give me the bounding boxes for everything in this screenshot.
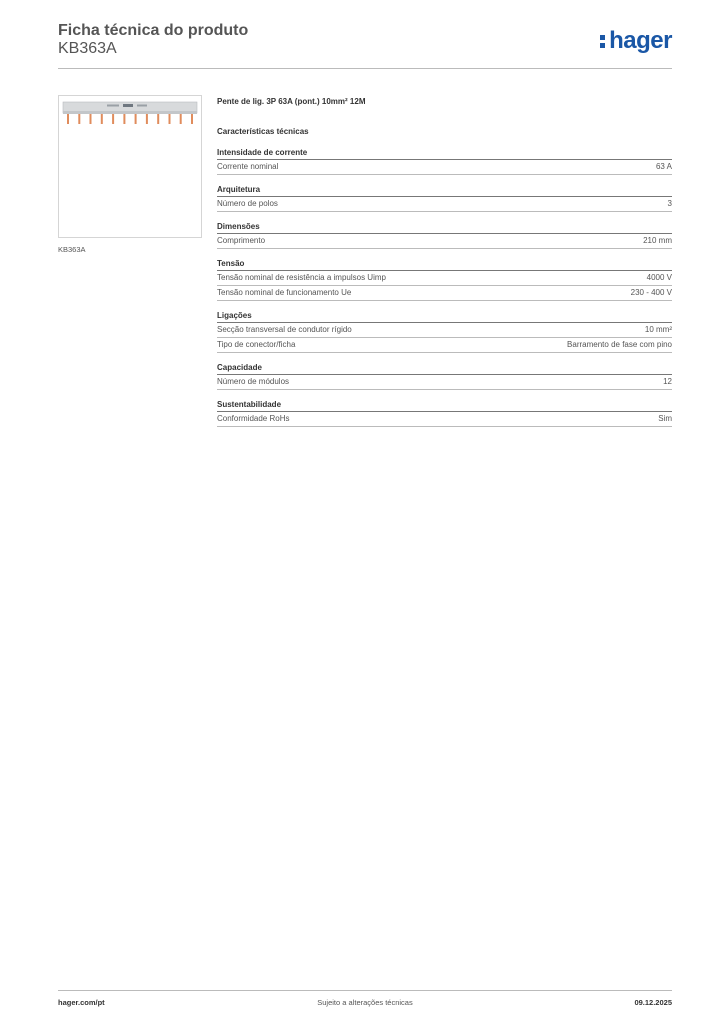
busbar-pin (191, 114, 193, 124)
spec-label: Comprimento (217, 236, 266, 245)
header-divider (58, 68, 672, 69)
busbar-logo-mark (123, 104, 133, 107)
document-title: Ficha técnica do produto (58, 22, 249, 39)
busbar-edge (63, 111, 197, 114)
image-caption: KB363A (58, 245, 86, 254)
spec-section (217, 220, 672, 249)
tech-characteristics-title: Características técnicas (217, 127, 309, 136)
spec-value: Sim (658, 414, 672, 423)
busbar-illustration (59, 96, 201, 237)
busbar-pin (90, 114, 92, 124)
footer-date: 09.12.2025 (634, 998, 672, 1007)
busbar-pin (180, 114, 182, 124)
busbar-pin (157, 114, 159, 124)
page-header (58, 20, 672, 70)
spec-value: 4000 V (646, 273, 672, 282)
footer-url: hager.com/pt (58, 998, 105, 1007)
busbar-pin (101, 114, 103, 124)
spec-label: Corrente nominal (217, 162, 279, 171)
footer-divider (58, 990, 672, 991)
spec-content (217, 96, 672, 427)
spec-row (217, 160, 672, 175)
spec-value: 230 - 400 V (630, 288, 672, 297)
spec-row (217, 286, 672, 301)
spec-row (217, 197, 672, 212)
spec-section (217, 398, 672, 427)
spec-row (217, 338, 672, 353)
spec-label: Número de polos (217, 199, 278, 208)
spec-label: Tensão nominal de funcionamento Ue (217, 288, 352, 297)
spec-row (217, 323, 672, 338)
busbar-pin (112, 114, 114, 124)
spec-section (217, 309, 672, 353)
section-title: Intensidade de corrente (217, 146, 672, 160)
section-title: Tensão (217, 257, 672, 271)
busbar-pin (169, 114, 171, 124)
section-title: Dimensões (217, 220, 672, 234)
spec-row (217, 375, 672, 390)
page-footer (58, 996, 672, 1010)
spec-label: Tensão nominal de resistência a impulsos Uimp (217, 273, 386, 282)
busbar-pin (146, 114, 148, 124)
busbar-pin (67, 114, 69, 124)
busbar-pin (123, 114, 125, 124)
product-code: KB363A (58, 40, 117, 57)
spec-value: 10 mm² (644, 325, 672, 334)
footer-note: Sujeito a alterações técnicas (317, 998, 413, 1007)
spec-row (217, 271, 672, 286)
product-name: Pente de lig. 3P 63A (pont.) 10mm² 12M (217, 97, 366, 106)
spec-label: Número de módulos (217, 377, 290, 386)
spec-section (217, 146, 672, 175)
logo-colon-icon (599, 30, 607, 52)
spec-label: Tipo de conector/ficha (217, 340, 296, 349)
spec-sections (217, 146, 672, 427)
spec-label: Secção transversal de condutor rígido (217, 325, 352, 334)
spec-label: Conformidade RoHs (217, 414, 290, 423)
section-title: Ligações (217, 309, 672, 323)
spec-value: 3 (667, 199, 672, 208)
busbar-label-mark-2 (137, 105, 147, 107)
spec-section (217, 257, 672, 301)
product-image (58, 95, 202, 238)
spec-value: 63 A (655, 162, 672, 171)
busbar-pin (135, 114, 137, 124)
spec-section (217, 183, 672, 212)
logo-text: hager (609, 27, 672, 54)
spec-value: 210 mm (643, 236, 672, 245)
spec-row (217, 234, 672, 249)
section-title: Arquitetura (217, 183, 672, 197)
section-title: Capacidade (217, 361, 672, 375)
busbar-pin (78, 114, 80, 124)
spec-row (217, 412, 672, 427)
busbar-pins (67, 114, 193, 124)
spec-section (217, 361, 672, 390)
spec-value: Barramento de fase com pino (567, 340, 672, 349)
spec-value: 12 (663, 377, 672, 386)
busbar-label-mark (107, 105, 119, 107)
hager-logo (599, 28, 672, 54)
section-title: Sustentabilidade (217, 398, 672, 412)
